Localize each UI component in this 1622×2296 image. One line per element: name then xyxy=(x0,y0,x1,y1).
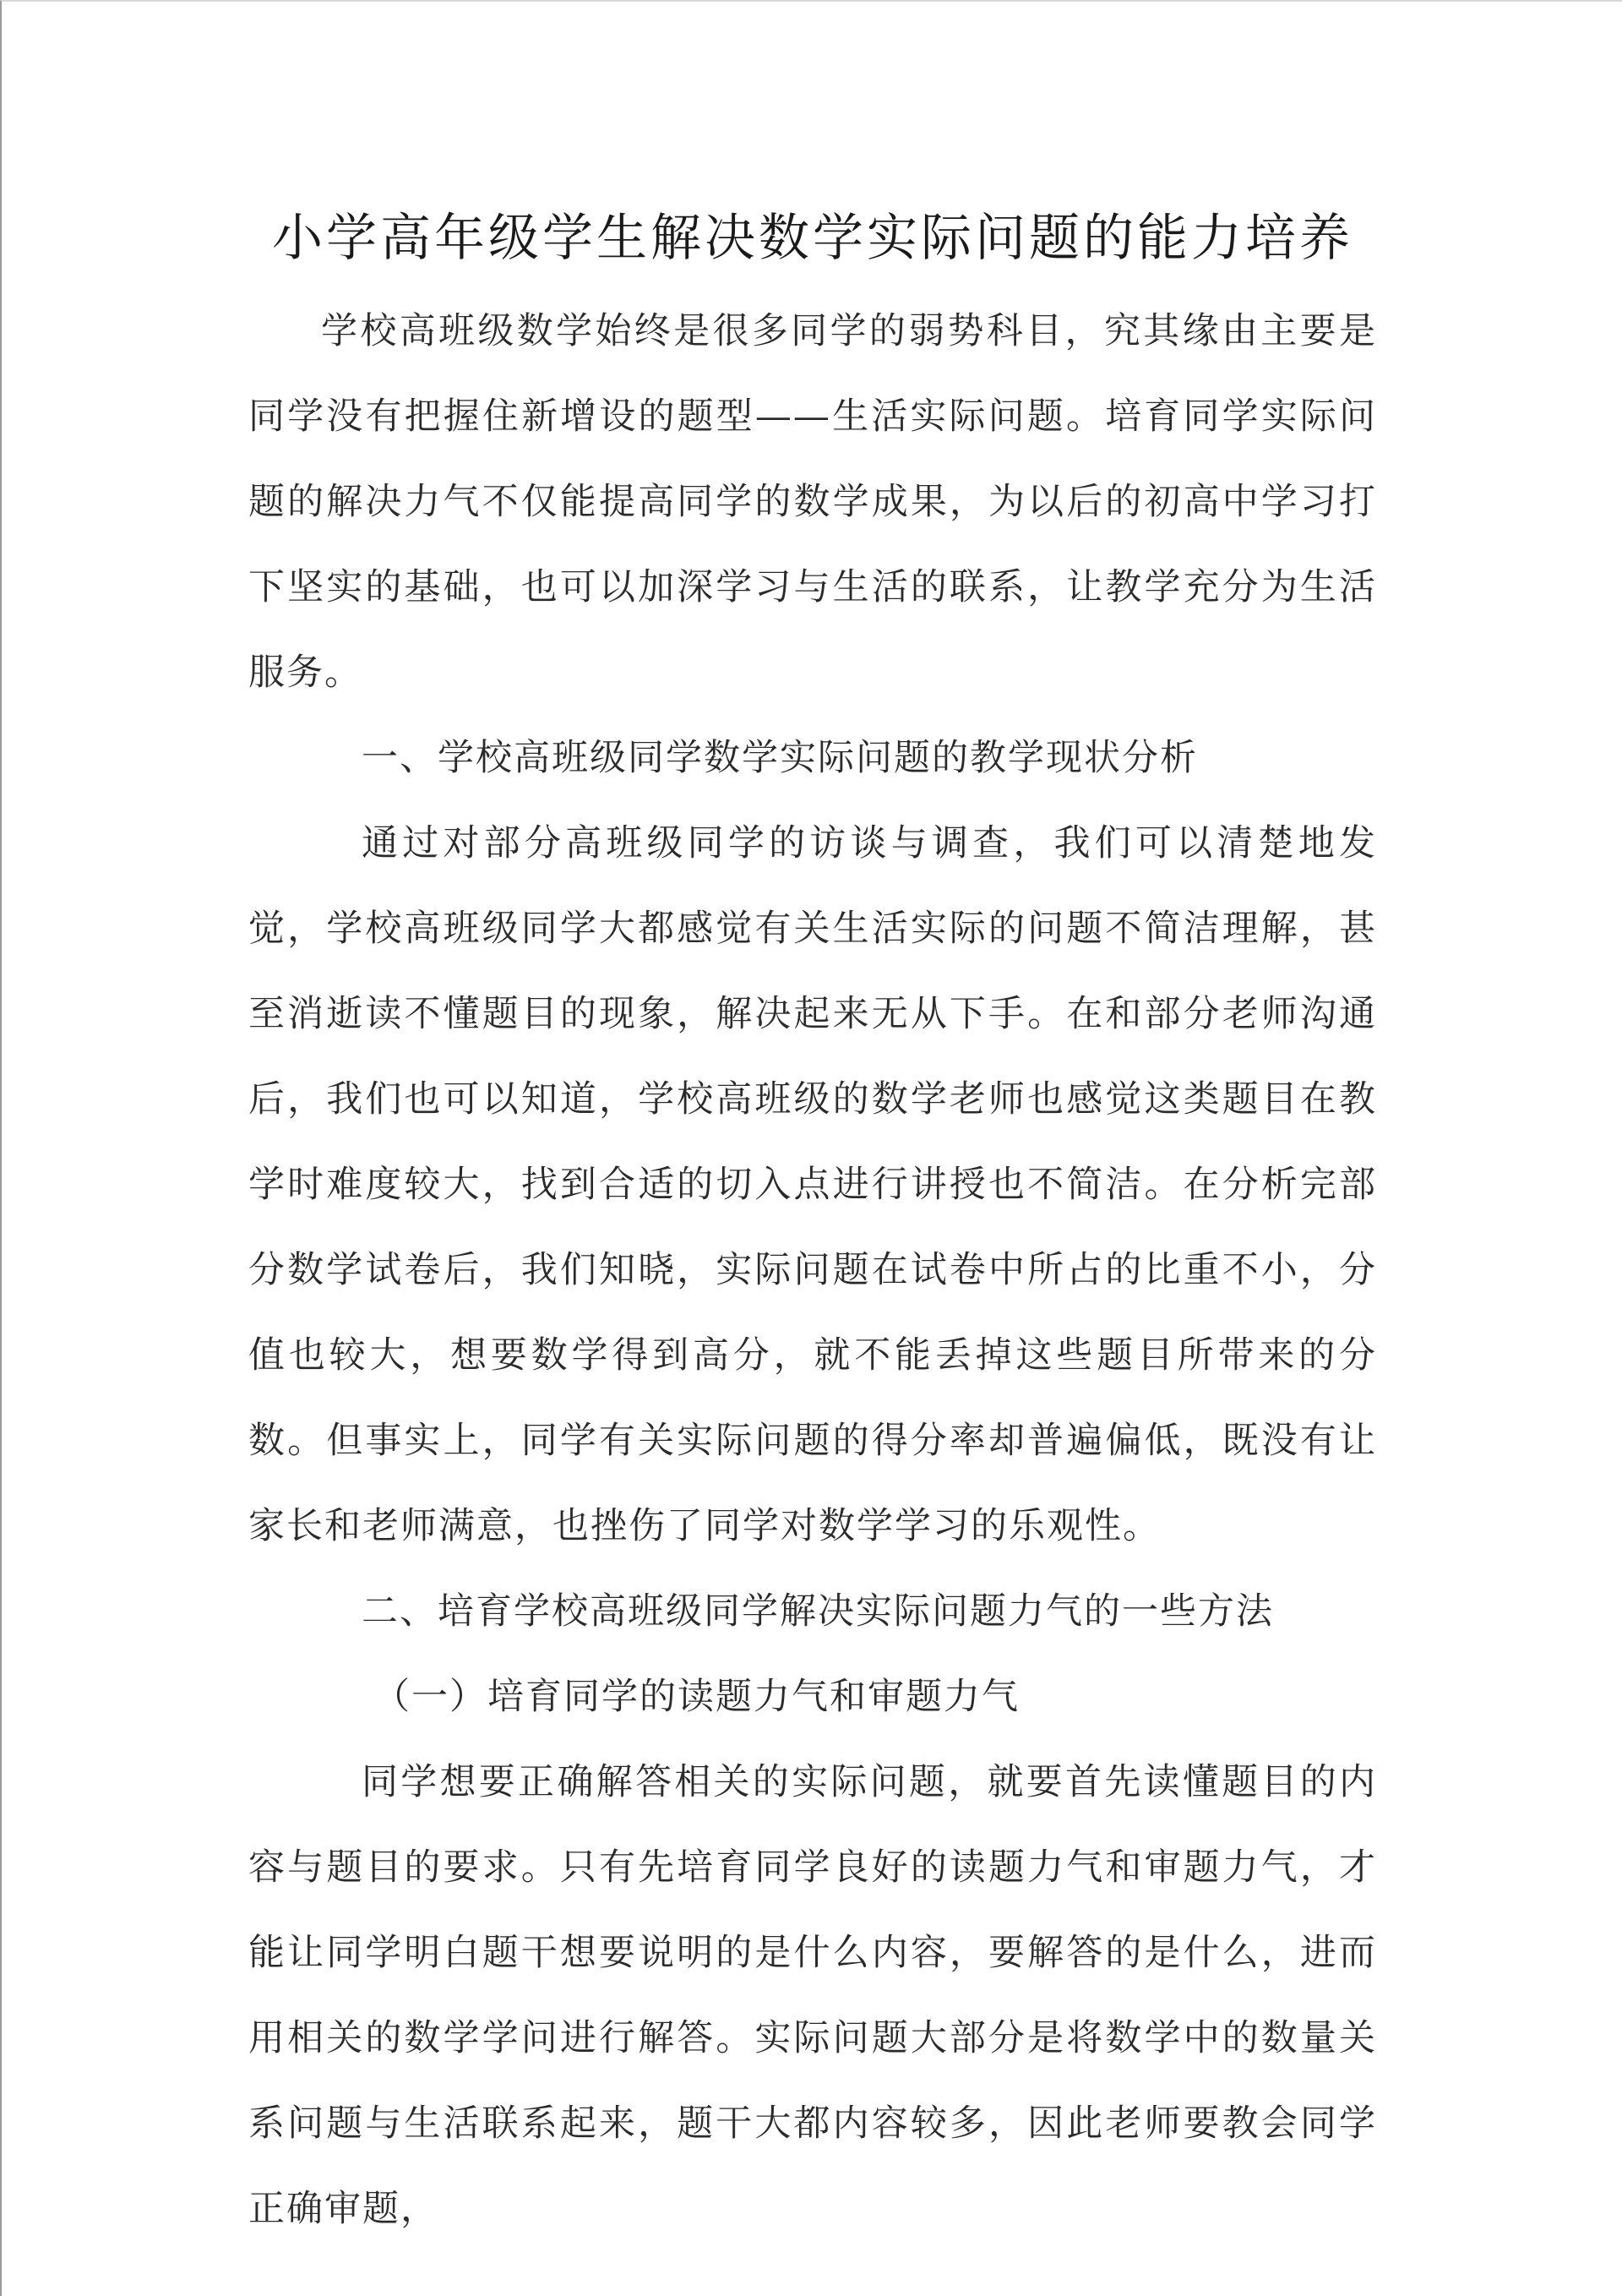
intro-paragraph: 学校高班级数学始终是很多同学的弱势科目，究其缘由主要是同学没有把握住新增设的题型——生活实际问题。培育同学实际问题的解决力气不仅能提高同学的数学成果，为以后的初高中学习打下坚实的基础，也可以加深学习与生活的联系，让教学充分为生活服务。 xyxy=(248,310,1377,694)
section-heading-1: 一、学校高班级同学数学实际问题的教学现状分析 xyxy=(362,737,1198,779)
document-title: 小学高年级学生解决数学实际问题的能力培养 xyxy=(272,209,1353,268)
body-paragraph: 通过对部分高班级同学的访谈与调查，我们可以清楚地发觉，学校高班级同学大都感觉有关生活实际的问题不简洁理解，甚至消逝读不懂题目的现象，解决起来无从下手。在和部分老师沟通后，我们也可以知道，学校高班级的数学老师也感觉这类题目在教学时难度较大，找到合适的切入点进行讲授也不简洁。在分析完部分数学试卷后，我们知晓，实际问题在试卷中所占的比重不小，分值也较大，想要数学得到高分，就不能丢掉这些题目所带来的分数。但事实上，同学有关实际问题的得分率却普遍偏低，既没有让家长和老师满意，也挫伤了同学对数学学习的乐观性。 xyxy=(248,822,1377,1547)
document-body xyxy=(248,188,1377,2252)
subsection-heading-1: （一）培育同学的读题力气和审题力气 xyxy=(373,1676,1020,1718)
body-paragraph: 同学想要正确解答相关的实际问题，就要首先读懂题目的内容与题目的要求。只有先培育同学良好的读题力气和审题力气，才能让同学明白题干想要说明的是什么内容，要解答的是什么，进而用相关的数学学问进行解答。实际问题大部分是将数学中的数量关系问题与生活联系起来，题干大都内容较多，因此老师要教会同学正确审题， xyxy=(248,1761,1377,2230)
section-heading-2: 二、培育学校高班级同学解决实际问题力气的一些方法 xyxy=(362,1590,1274,1633)
